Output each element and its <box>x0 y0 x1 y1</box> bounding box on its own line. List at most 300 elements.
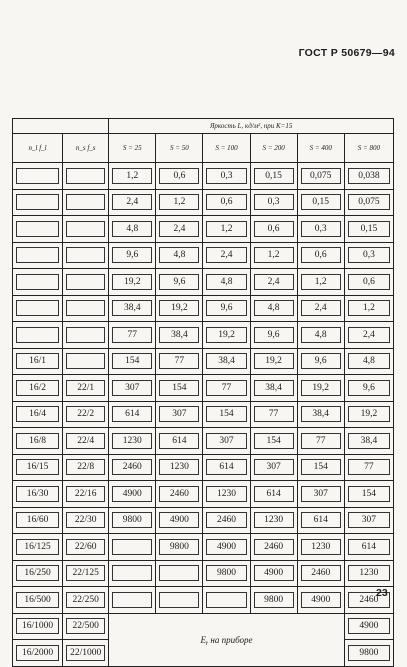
table-cell <box>297 189 344 216</box>
table-cell <box>109 454 156 481</box>
cell-value <box>66 194 105 210</box>
cell-value <box>16 168 59 184</box>
cell-value: 9,6 <box>206 300 246 316</box>
cell-value: 9800 <box>206 565 246 581</box>
table-cell <box>344 454 393 481</box>
table-row <box>13 269 394 296</box>
cell-value: 4,8 <box>301 327 341 343</box>
table-cell <box>203 189 250 216</box>
cell-value: 1230 <box>112 433 152 449</box>
table-cell <box>344 640 393 667</box>
cell-value: 22/16 <box>66 486 105 502</box>
table-cell <box>63 560 109 587</box>
cell-value: 0,3 <box>254 194 294 210</box>
table-cell <box>203 348 250 375</box>
table-cell <box>203 560 250 587</box>
table-cell <box>109 375 156 402</box>
cell-value: 38,4 <box>348 433 390 449</box>
table-cell <box>63 269 109 296</box>
table-cell <box>297 454 344 481</box>
table-cell <box>297 242 344 269</box>
cell-value: 0,6 <box>348 274 390 290</box>
cell-value <box>112 539 152 555</box>
table-row <box>13 560 394 587</box>
cell-value <box>66 327 105 343</box>
cell-value: 4,8 <box>112 221 152 237</box>
table-cell <box>344 534 393 561</box>
table-cell <box>156 189 203 216</box>
table-cell <box>13 295 63 322</box>
table-cell <box>156 216 203 243</box>
table-cell <box>203 481 250 508</box>
column-header: S = 50 <box>156 134 203 163</box>
cell-value: 19,2 <box>206 327 246 343</box>
table-cell <box>13 163 63 190</box>
column-header: S = 400 <box>297 134 344 163</box>
table-row <box>13 534 394 561</box>
table-cell <box>250 189 297 216</box>
table-cell <box>156 322 203 349</box>
table-cell <box>250 163 297 190</box>
cell-value: 1,2 <box>254 247 294 263</box>
cell-value: 22/500 <box>66 618 105 634</box>
table-row <box>13 163 394 190</box>
table-cell <box>63 189 109 216</box>
table-row <box>13 216 394 243</box>
table-cell <box>63 481 109 508</box>
cell-value <box>112 565 152 581</box>
cell-value: 4900 <box>159 512 199 528</box>
table-row <box>13 481 394 508</box>
page-number: 23 <box>376 587 388 599</box>
table-cell <box>13 428 63 455</box>
cell-value: 0,15 <box>254 168 294 184</box>
table-row <box>13 189 394 216</box>
table-cell <box>63 428 109 455</box>
table-cell <box>109 481 156 508</box>
table-cell <box>297 163 344 190</box>
cell-value: 1230 <box>254 512 294 528</box>
cell-value: 19,2 <box>348 406 390 422</box>
cell-value: 1,2 <box>206 221 246 237</box>
table-row <box>13 375 394 402</box>
cell-value: 154 <box>159 380 199 396</box>
cell-value: 4,8 <box>159 247 199 263</box>
cell-value: 307 <box>301 486 341 502</box>
cell-value: 614 <box>206 459 246 475</box>
cell-value: 22/250 <box>66 592 105 608</box>
table-cell <box>13 322 63 349</box>
table-cell <box>297 216 344 243</box>
cell-value <box>66 274 105 290</box>
cell-value: 2,4 <box>301 300 341 316</box>
table-cell <box>203 295 250 322</box>
table-cell <box>109 428 156 455</box>
cell-value: 4,8 <box>348 353 390 369</box>
table-cell <box>250 560 297 587</box>
table-cell <box>344 428 393 455</box>
table-row <box>13 613 394 640</box>
cell-value: 16/2 <box>16 380 59 396</box>
cell-value: 2,4 <box>254 274 294 290</box>
table-cell <box>13 640 63 667</box>
table-cell <box>156 269 203 296</box>
cell-value: 9,6 <box>159 274 199 290</box>
table-cell <box>297 428 344 455</box>
cell-value <box>112 592 152 608</box>
table-cell <box>156 534 203 561</box>
cell-value: 77 <box>254 406 294 422</box>
cell-value: 2460 <box>159 486 199 502</box>
table-cell <box>63 613 109 640</box>
table-body <box>13 163 394 667</box>
cell-value: 38,4 <box>254 380 294 396</box>
cell-value <box>206 592 246 608</box>
table-row <box>13 295 394 322</box>
cell-value: 0,6 <box>206 194 246 210</box>
cell-value: 0,15 <box>301 194 341 210</box>
table-cell <box>203 428 250 455</box>
table-cell <box>63 163 109 190</box>
table-cell <box>109 534 156 561</box>
table-cell <box>250 242 297 269</box>
table-cell <box>297 322 344 349</box>
cell-value <box>159 592 199 608</box>
cell-value: 22/60 <box>66 539 105 555</box>
table-cell <box>297 269 344 296</box>
cell-value: 9,6 <box>301 353 341 369</box>
table-cell <box>63 534 109 561</box>
table-cell <box>109 163 156 190</box>
table-cell <box>156 587 203 614</box>
cell-value: 154 <box>348 486 390 502</box>
cell-value: 1230 <box>301 539 341 555</box>
table-cell <box>63 640 109 667</box>
cell-value: 19,2 <box>159 300 199 316</box>
table-cell <box>109 507 156 534</box>
cell-value: 38,4 <box>159 327 199 343</box>
cell-value: 77 <box>112 327 152 343</box>
table-cell <box>109 242 156 269</box>
table-cell <box>344 481 393 508</box>
cell-value <box>16 300 59 316</box>
table-cell <box>203 375 250 402</box>
table-cell <box>344 401 393 428</box>
cell-value: 0,6 <box>159 168 199 184</box>
table-cell <box>250 507 297 534</box>
table-cell <box>344 269 393 296</box>
cell-value: 9800 <box>159 539 199 555</box>
table-cell <box>250 401 297 428</box>
cell-value: 16/2000 <box>16 645 59 661</box>
table-cell <box>203 534 250 561</box>
table-cell <box>344 163 393 190</box>
cell-value <box>66 353 105 369</box>
table-cell <box>13 454 63 481</box>
table-cell <box>109 189 156 216</box>
table-cell <box>203 269 250 296</box>
table-cell <box>13 348 63 375</box>
cell-value: 4900 <box>348 618 390 634</box>
table-cell <box>344 295 393 322</box>
cell-value: 4,8 <box>206 274 246 290</box>
table-cell <box>156 507 203 534</box>
cell-value: 0,6 <box>301 247 341 263</box>
table-cell <box>109 322 156 349</box>
cell-value: 154 <box>206 406 246 422</box>
cell-value: 307 <box>206 433 246 449</box>
cell-value: 0,075 <box>301 168 341 184</box>
cell-value: 16/1 <box>16 353 59 369</box>
cell-value: 1230 <box>348 565 390 581</box>
table-cell <box>109 587 156 614</box>
table-cell <box>250 534 297 561</box>
table-cell <box>344 216 393 243</box>
table-cell <box>156 454 203 481</box>
cell-value: 22/1000 <box>66 645 105 661</box>
cell-value: 19,2 <box>301 380 341 396</box>
cell-value <box>16 247 59 263</box>
table-cell <box>297 587 344 614</box>
table-cell <box>63 454 109 481</box>
table-cell <box>250 428 297 455</box>
table-cell <box>63 587 109 614</box>
cell-value: 9,6 <box>112 247 152 263</box>
table-cell <box>250 295 297 322</box>
table-cell <box>203 587 250 614</box>
cell-value: 614 <box>112 406 152 422</box>
cell-value <box>16 274 59 290</box>
table-cell <box>344 560 393 587</box>
table-cell <box>250 587 297 614</box>
cell-value: 2,4 <box>112 194 152 210</box>
cell-value: 16/30 <box>16 486 59 502</box>
table-cell <box>109 269 156 296</box>
cell-value: 4900 <box>206 539 246 555</box>
cell-value: 154 <box>112 353 152 369</box>
cell-value <box>16 221 59 237</box>
table-row <box>13 587 394 614</box>
cell-value: 1230 <box>159 459 199 475</box>
cell-value: 38,4 <box>301 406 341 422</box>
table-row <box>13 454 394 481</box>
cell-value: 614 <box>254 486 294 502</box>
table-cell <box>13 481 63 508</box>
table-cell <box>156 348 203 375</box>
table-cell <box>250 348 297 375</box>
cell-value: 307 <box>159 406 199 422</box>
table-cell <box>13 560 63 587</box>
cell-value: 307 <box>254 459 294 475</box>
table-cell <box>250 481 297 508</box>
table-cell <box>109 216 156 243</box>
table-cell <box>63 401 109 428</box>
table-cell <box>250 216 297 243</box>
table-cell <box>63 507 109 534</box>
cell-value: 154 <box>254 433 294 449</box>
instrument-note: Eᵧ на приборе <box>109 613 345 666</box>
cell-value: 16/1000 <box>16 618 59 634</box>
cell-value: 2460 <box>206 512 246 528</box>
cell-value: 16/4 <box>16 406 59 422</box>
table-cell <box>156 481 203 508</box>
cell-value: 614 <box>159 433 199 449</box>
table-cell <box>156 375 203 402</box>
cell-value: 9,6 <box>254 327 294 343</box>
table-cell <box>13 375 63 402</box>
cell-value: 4900 <box>254 565 294 581</box>
cell-value: 22/2 <box>66 406 105 422</box>
table-cell <box>250 454 297 481</box>
table-cell <box>203 163 250 190</box>
table-cell <box>13 242 63 269</box>
cell-value: 22/1 <box>66 380 105 396</box>
table-cell <box>13 269 63 296</box>
table-cell <box>203 454 250 481</box>
cell-value: 1,2 <box>301 274 341 290</box>
table-cell <box>109 401 156 428</box>
table-cell <box>297 401 344 428</box>
cell-value: 38,4 <box>112 300 152 316</box>
table-cell <box>344 242 393 269</box>
table-cell <box>250 269 297 296</box>
table-cell <box>344 613 393 640</box>
cell-value: 77 <box>348 459 390 475</box>
table-cell <box>156 401 203 428</box>
column-header: S = 800 <box>344 134 393 163</box>
table-cell <box>344 348 393 375</box>
table-cell <box>344 507 393 534</box>
table-cell <box>156 163 203 190</box>
cell-value: 16/500 <box>16 592 59 608</box>
cell-value: 307 <box>112 380 152 396</box>
cell-value <box>66 300 105 316</box>
table-cell <box>13 507 63 534</box>
table-cell <box>109 295 156 322</box>
cell-value: 0,3 <box>206 168 246 184</box>
table-cell <box>109 560 156 587</box>
cell-value: 0,075 <box>348 194 390 210</box>
cell-value: 0,15 <box>348 221 390 237</box>
cell-value: 16/60 <box>16 512 59 528</box>
table-cell <box>297 560 344 587</box>
table-cell <box>250 322 297 349</box>
table-cell <box>63 295 109 322</box>
column-header: n_s f_s <box>63 134 109 163</box>
cell-value: 2460 <box>301 565 341 581</box>
cell-value: 1,2 <box>159 194 199 210</box>
table-cell <box>203 216 250 243</box>
cell-value: 1,2 <box>112 168 152 184</box>
table-cell <box>13 587 63 614</box>
cell-value <box>66 247 105 263</box>
table-cell <box>250 375 297 402</box>
cell-value: 9800 <box>348 645 390 661</box>
cell-value: 614 <box>301 512 341 528</box>
column-header: S = 200 <box>250 134 297 163</box>
table-cell <box>203 322 250 349</box>
cell-value <box>66 221 105 237</box>
cell-value: 2,4 <box>348 327 390 343</box>
cell-value: 16/8 <box>16 433 59 449</box>
table-cell <box>156 560 203 587</box>
cell-value: 0,038 <box>348 168 390 184</box>
cell-value <box>16 327 59 343</box>
table-cell <box>297 375 344 402</box>
table-cell <box>297 295 344 322</box>
cell-value: 0,3 <box>348 247 390 263</box>
table-row <box>13 348 394 375</box>
table-cell <box>13 216 63 243</box>
cell-value: 77 <box>159 353 199 369</box>
cell-value: 19,2 <box>254 353 294 369</box>
cell-value: 4,8 <box>254 300 294 316</box>
cell-value: 1230 <box>206 486 246 502</box>
cell-value <box>16 194 59 210</box>
table-cell <box>13 534 63 561</box>
cell-value: 307 <box>348 512 390 528</box>
cell-value: 2460 <box>348 592 390 608</box>
cell-value: 0,3 <box>301 221 341 237</box>
cell-value: 1,2 <box>348 300 390 316</box>
table-row <box>13 242 394 269</box>
table-row <box>13 428 394 455</box>
table-cell <box>344 375 393 402</box>
table-cell <box>63 216 109 243</box>
table-row <box>13 507 394 534</box>
table-cell <box>156 295 203 322</box>
group-header: Яркость L, кд/м², при K=15 <box>109 119 394 134</box>
table-cell <box>63 322 109 349</box>
table-cell <box>344 189 393 216</box>
cell-value: 614 <box>348 539 390 555</box>
luminance-table <box>12 118 394 667</box>
cell-value <box>66 168 105 184</box>
table-cell <box>297 507 344 534</box>
table-cell <box>63 375 109 402</box>
table-cell <box>156 242 203 269</box>
cell-value: 16/250 <box>16 565 59 581</box>
cell-value: 2,4 <box>206 247 246 263</box>
cell-value: 22/8 <box>66 459 105 475</box>
cell-value: 9,6 <box>348 380 390 396</box>
table-cell <box>203 507 250 534</box>
cell-value: 4900 <box>112 486 152 502</box>
table-cell <box>63 348 109 375</box>
cell-value: 38,4 <box>206 353 246 369</box>
cell-value: 2460 <box>112 459 152 475</box>
cell-value: 2460 <box>254 539 294 555</box>
table-cell <box>297 534 344 561</box>
column-header: S = 100 <box>203 134 250 163</box>
table-cell <box>156 428 203 455</box>
table-cell <box>13 189 63 216</box>
document-header: ГОСТ Р 50679—94 <box>298 47 395 59</box>
cell-value: 2,4 <box>159 221 199 237</box>
table-cell <box>63 242 109 269</box>
cell-value: 19,2 <box>112 274 152 290</box>
table-cell <box>297 348 344 375</box>
table-cell <box>344 322 393 349</box>
column-header: n_l f_l <box>13 134 63 163</box>
table-cell <box>13 613 63 640</box>
table-row <box>13 401 394 428</box>
cell-value: 22/4 <box>66 433 105 449</box>
table-cell <box>203 401 250 428</box>
corner-cell <box>13 119 109 134</box>
cell-value: 0,6 <box>254 221 294 237</box>
cell-value: 77 <box>301 433 341 449</box>
